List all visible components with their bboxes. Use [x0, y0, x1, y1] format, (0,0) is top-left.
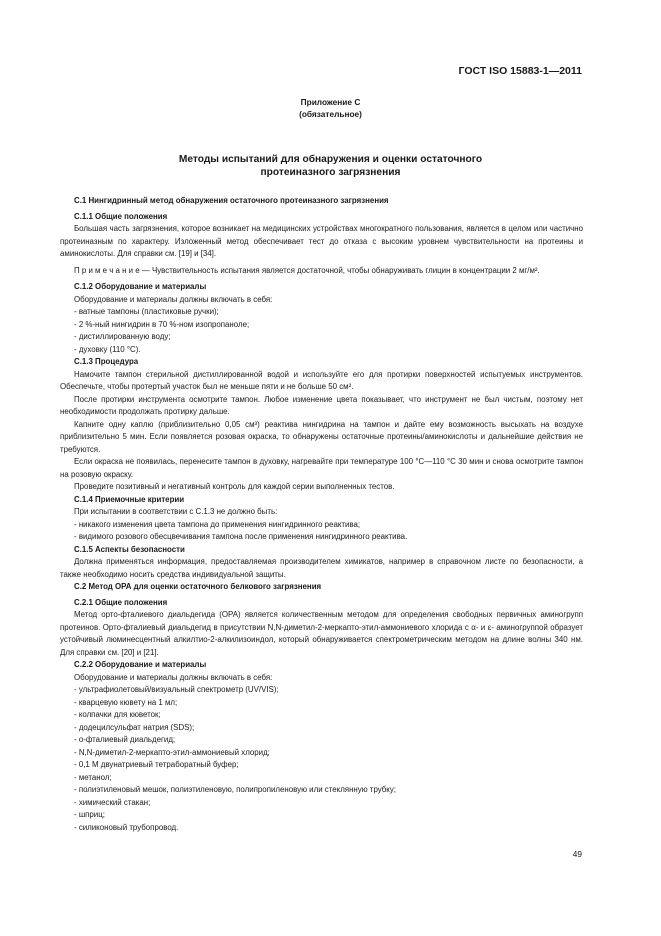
paragraph-c1-3-3: Капните одну каплю (приблизительно 0,05 см³) реактива нингидрина на тампон и дайте ему возможность высыхать на воздухе приблизительно 5 мин. Если появляется розовая окраска, то обнаружены остаточные протеины/аминокислоты и дальнейшие действия не требуются.	[60, 419, 583, 454]
standard-header: ГОСТ ISO 15883-1—2011	[458, 65, 582, 77]
list-item: - додецилсульфат натрия (SDS);	[74, 722, 195, 732]
paragraph-c1-4-intro: При испытании в соответствии с С.1.3 не должно быть:	[74, 507, 278, 516]
list-item: - шприц;	[74, 810, 105, 819]
section-heading-c2-2: С.2.2 Оборудование и материалы	[74, 660, 207, 669]
list-item: - силиконовый трубопровод.	[74, 822, 179, 832]
list-item: - ватные тампоны (пластиковые ручки);	[74, 307, 219, 316]
section-heading-c1-3: С.1.3 Процедура	[74, 357, 139, 366]
list-item: - видимого розового обесцвечивания тампона после применения нингидринного реактива.	[74, 532, 408, 541]
document-title-line-1: Методы испытаний для обнаружения и оценки остаточного	[178, 154, 483, 165]
section-heading-c1-5: С.1.5 Аспекты безопасности	[74, 544, 185, 554]
page-number: 49	[572, 849, 582, 859]
section-heading-c2: С.2 Метод ОРА для оценки остаточного белкового загрязнения	[74, 582, 322, 591]
list-item: - 2 %-ный нингидрин в 70 %-ном изопропаноле;	[74, 319, 250, 329]
annex-heading	[0, 96, 661, 120]
note-c1-1: П р и м е ч а н и е — Чувствительность испытания является достаточной, чтобы обнаруживать глицин в концентрации 2 мг/м².	[74, 265, 540, 275]
annex-title: Приложение С	[300, 97, 361, 107]
list-item: - никакого изменения цвета тампона до применения нингидринного реактива;	[74, 519, 361, 529]
document-body	[60, 195, 583, 834]
list-item: - ультрафиолетовый/визуальный спектрометр (UV/VIS);	[74, 685, 279, 694]
list-item: - дистиллированную воду;	[74, 332, 171, 341]
section-heading-c1-4: С.1.4 Приемочные критерии	[74, 494, 185, 504]
document-title-line-2: протеиназного загрязнения	[260, 167, 401, 178]
list-item: - о-фталиевый диальдегид;	[74, 735, 176, 744]
list-item: - химический стакан;	[74, 797, 151, 807]
section-heading-c1-1: С.1.1 Общие положения	[74, 211, 168, 221]
list-item: - кварцевую кювету на 1 мл;	[74, 697, 178, 707]
paragraph-c2-1: Метод орто-фталиевого диальдегида (ОРА) является количественным методом для определения свободных первичных аминогрупп протеинов. Орто-фталиевый диальдегид в присутствии N,N-диметил-2-меркапто-этил-аммониевого хлорида с α- и ε- аминогруппой образует устойчивый люминесцентный алкилтио-2-алкилизоиндол, который обнаруживается спектрометрическим методом на длине волны 340 нм. Для справки см. [20] и [21].	[60, 610, 583, 657]
document-title	[0, 153, 661, 179]
paragraph-c1-3-1: Намочите тампон стерильной дистиллированной водой и используйте его для протирки поверхностей испытуемых инструментов. Обеспечьте, чтобы протертый участок был не меньше пяти и не больше 50 см².	[60, 369, 583, 391]
list-item: - 0,1 М двунатриевый тетраборатный буфер;	[74, 760, 239, 769]
paragraph-c1-5: Должна применяться информация, предоставляемая производителем химикатов, например в справочном листе по безопасности, а также необходимо носить средства индивидуальной защиты.	[60, 557, 583, 579]
list-item: - духовку (110 °С).	[74, 344, 141, 354]
paragraph-c1-3-4: Если окраска не появилась, перенесите тампон в духовку, нагревайте при температуре 100 °С—110 °С 30 мин и снова осмотрите тампон на розовую окраску.	[60, 457, 583, 479]
list-item: - колпачки для кюветок;	[74, 710, 161, 719]
paragraph-c1-1: Большая часть загрязнения, которое возникает на медицинских устройствах многократного пользования, является в целом или частично протеиназным по характеру. Изложенный метод обеспечивает тест до отказа с высоким уровнем чувствительности на протеины и аминокислоты. Для справки см. [19] и [34].	[60, 224, 583, 258]
list-item: - N,N-диметил-2-меркапто-этил-аммониевый хлорид;	[74, 747, 270, 757]
section-heading-c2-1: С.2.1 Общие положения	[74, 597, 168, 607]
paragraph-c1-3-2: После протирки инструмента осмотрите тампон. Любое изменение цвета показывает, что инструмент не был чистым, поэтому нет необходимости продолжать протирку дальше.	[60, 394, 583, 416]
section-heading-c1-2: С.1.2 Оборудование и материалы	[74, 282, 207, 291]
paragraph-c1-2-intro: Оборудование и материалы должны включать в себя:	[74, 294, 273, 304]
list-item: - полиэтиленовый мешок, полиэтиленовую, полипропиленовую или стеклянную трубку;	[74, 785, 396, 794]
paragraph-c1-3-5: Проведите позитивный и негативный контроль для каждой серии выполненных тестов.	[74, 482, 395, 491]
annex-status: (обязательное)	[299, 109, 362, 119]
section-heading-c1: С.1 Нингидринный метод обнаружения остаточного протеиназного загрязнения	[74, 196, 389, 205]
paragraph-c2-2-intro: Оборудование и материалы должны включать в себя:	[74, 672, 273, 682]
list-item: - метанол;	[74, 772, 112, 782]
